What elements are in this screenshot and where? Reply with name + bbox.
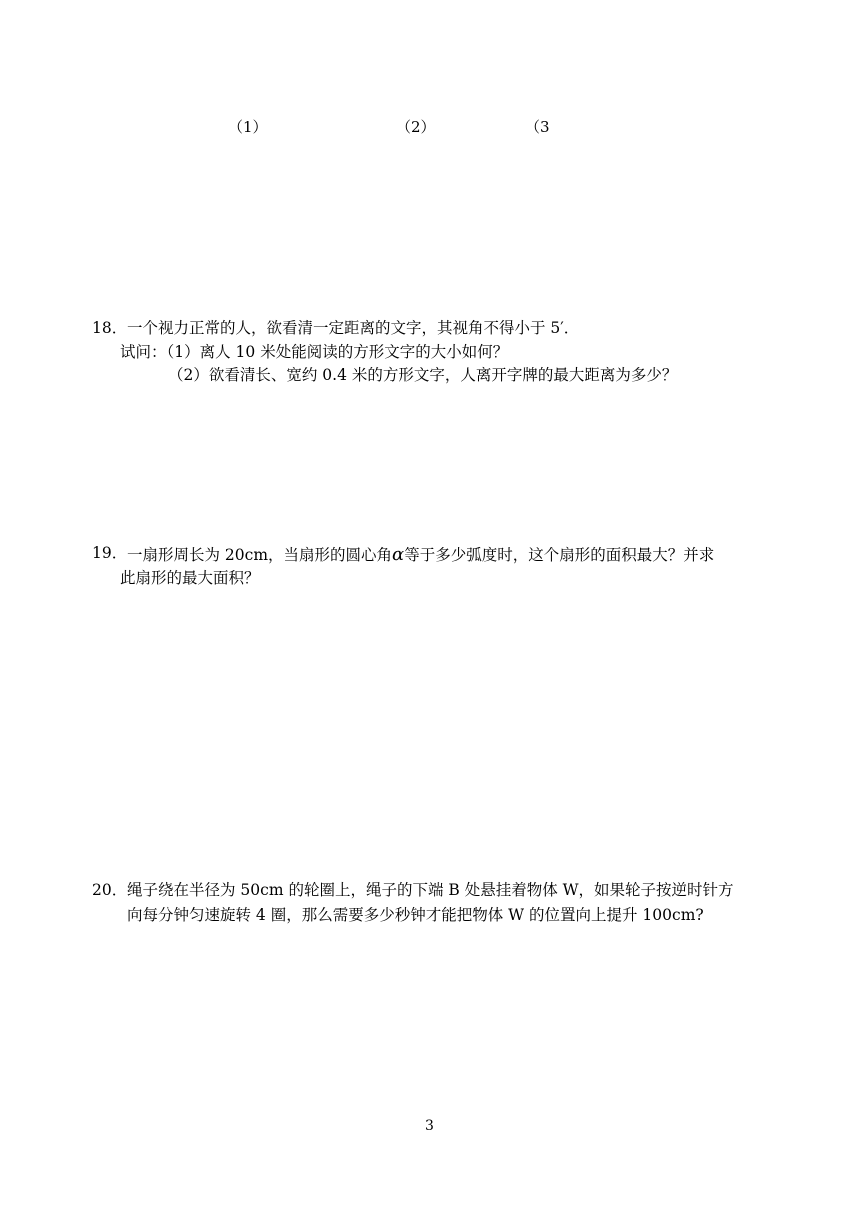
question-text-line: 试问：（1）离人 10 米处能阅读的方形文字的大小如何？ <box>120 343 509 361</box>
figure-label-3: （3 <box>525 118 550 136</box>
question-text-line: 绳子绕在半径为 50cm 的轮圈上，绳子的下端 B 处悬挂着物体 W，如果轮子按逆时针方 <box>127 881 734 899</box>
figure-label-1: （1） <box>228 118 268 136</box>
page-number: 3 <box>425 1118 434 1134</box>
figure-label-2: （2） <box>396 118 436 136</box>
question-text-part: 一扇形周长为 20cm，当扇形的圆心角 <box>127 546 393 564</box>
question-number: 18． <box>92 319 128 337</box>
question-text-part: 等于多少弧度时，这个扇形的面积最大？并求 <box>404 546 715 564</box>
question-number: 19． <box>92 544 128 562</box>
question-text-line: 向每分钟匀速旋转 4 圈，那么需要多少秒钟才能把物体 W 的位置向上提升 100cm? <box>127 906 704 924</box>
question-number: 20． <box>92 881 128 899</box>
question-text-line: 此扇形的最大面积？ <box>120 569 260 587</box>
question-text-line: （2）欲看清长、宽约 0.4 米的方形文字，人离开字牌的最大距离为多少？ <box>168 366 678 384</box>
question-text-line <box>127 546 714 564</box>
alpha-symbol: α <box>392 544 405 565</box>
question-text-line: 一个视力正常的人，欲看清一定距离的文字，其视角不得小于 5′． <box>127 319 580 337</box>
